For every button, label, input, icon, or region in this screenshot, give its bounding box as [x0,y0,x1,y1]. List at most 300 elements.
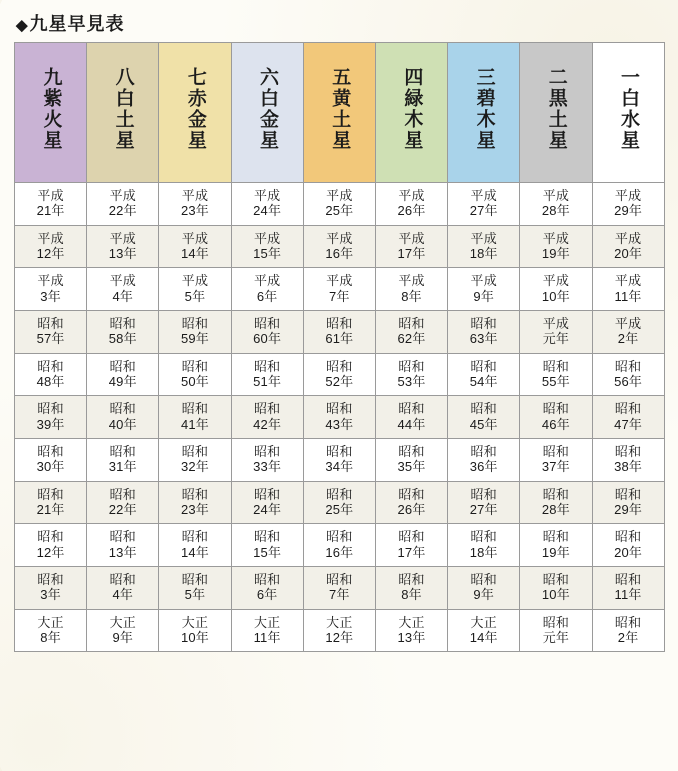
year-label: 52年 [325,373,354,389]
era-label: 昭和 [326,443,353,459]
star-header-label: 九紫火星 [40,67,62,152]
era-label: 平成 [253,230,281,246]
era-label: 平成 [542,230,570,246]
year-label: 12年 [36,544,65,560]
year-cell [303,609,375,652]
era-label: 昭和 [109,401,136,417]
year-cell [592,566,664,609]
year-cell [87,183,159,226]
era-label: 昭和 [614,529,642,545]
era-label: 昭和 [109,443,136,459]
era-label: 昭和 [542,614,570,630]
era-label: 昭和 [326,315,353,331]
year-label: 元年 [542,331,570,347]
era-label: 昭和 [542,358,570,374]
era-label: 昭和 [614,614,642,630]
year-cell [87,225,159,268]
table-row [15,268,665,311]
era-label: 平成 [37,273,64,289]
year-cell [15,310,87,353]
era-label: 昭和 [398,443,425,459]
year-label: 27年 [469,203,498,219]
year-label: 17年 [397,245,426,261]
year-label: 60年 [253,331,282,347]
star-header-label: 五黄土星 [329,67,351,152]
year-cell [159,310,231,353]
year-label: 48年 [36,373,65,389]
year-label: 6年 [256,587,278,603]
year-label: 12年 [36,245,65,261]
year-cell [303,268,375,311]
table-row [15,566,665,609]
era-label: 昭和 [470,401,497,417]
year-cell [303,183,375,226]
year-cell [231,566,303,609]
era-label: 昭和 [398,315,425,331]
table-row [15,353,665,396]
era-label: 平成 [470,273,497,289]
year-cell [303,524,375,567]
table-row [15,396,665,439]
year-cell [520,310,592,353]
year-cell [159,438,231,481]
year-label: 30年 [36,459,65,475]
year-cell [520,438,592,481]
year-cell [592,396,664,439]
year-cell [448,438,520,481]
year-label: 63年 [469,331,498,347]
star-header-cell [303,43,375,183]
year-label: 44年 [397,416,426,432]
year-cell [159,225,231,268]
year-cell [520,183,592,226]
year-cell [159,396,231,439]
year-label: 28年 [541,501,570,517]
year-cell [15,438,87,481]
year-cell [592,524,664,567]
year-label: 25年 [325,203,354,219]
era-label: 平成 [542,188,570,203]
era-label: 昭和 [614,443,642,459]
star-header-cell [87,43,159,183]
year-label: 18年 [469,544,498,560]
year-cell [15,396,87,439]
year-cell [375,609,447,652]
year-label: 36年 [469,459,498,475]
star-header-cell [592,43,664,183]
year-cell [520,353,592,396]
year-cell [159,481,231,524]
year-label: 58年 [108,331,137,347]
year-label: 19年 [541,544,570,560]
year-cell [231,268,303,311]
era-label: 昭和 [37,443,64,459]
year-cell [231,481,303,524]
era-label: 昭和 [398,486,425,502]
era-label: 昭和 [542,571,570,587]
era-label: 平成 [614,273,642,289]
diamond-marker-icon: ◆ [16,17,29,34]
year-cell [520,481,592,524]
year-label: 35年 [397,459,426,475]
year-label: 12年 [325,629,354,645]
star-header-cell [375,43,447,183]
year-label: 41年 [180,416,209,432]
era-label: 昭和 [470,443,497,459]
era-label: 平成 [542,315,570,331]
year-cell [520,396,592,439]
year-label: 14年 [180,544,209,560]
year-label: 19年 [541,245,570,261]
year-cell [15,566,87,609]
year-label: 3年 [40,288,61,304]
year-cell [15,183,87,226]
era-label: 昭和 [398,571,425,587]
year-cell [520,609,592,652]
year-label: 13年 [108,544,137,560]
year-label: 24年 [253,501,282,517]
era-label: 昭和 [614,571,642,587]
year-cell [448,225,520,268]
year-label: 9年 [112,629,134,645]
era-label: 大正 [326,614,353,630]
year-label: 7年 [329,288,350,304]
year-label: 13年 [108,245,137,261]
era-label: 昭和 [37,486,64,502]
year-label: 17年 [397,544,426,560]
year-cell [592,310,664,353]
year-label: 14年 [180,245,209,261]
year-cell [375,183,447,226]
year-cell [15,609,87,652]
era-label: 昭和 [398,529,425,545]
era-label: 昭和 [37,571,64,587]
year-cell [87,268,159,311]
era-label: 昭和 [326,529,353,545]
year-cell [448,566,520,609]
year-cell [375,225,447,268]
era-label: 大正 [181,614,209,630]
year-label: 39年 [36,416,65,432]
year-cell [159,609,231,652]
year-cell [303,310,375,353]
year-cell [448,353,520,396]
year-label: 10年 [541,587,570,603]
year-label: 32年 [180,459,209,475]
table-row [15,438,665,481]
era-label: 平成 [326,188,353,203]
star-header-cell [15,43,87,183]
era-label: 平成 [181,188,209,203]
era-label: 昭和 [37,529,64,545]
year-label: 22年 [108,203,137,219]
year-label: 47年 [614,416,643,432]
era-label: 平成 [109,230,136,246]
year-cell [592,183,664,226]
year-label: 59年 [180,331,209,347]
year-cell [375,396,447,439]
year-label: 23年 [180,203,209,219]
year-label: 14年 [469,629,498,645]
star-header-label: 三碧木星 [473,67,495,152]
year-label: 51年 [253,373,282,389]
year-label: 9年 [473,587,495,603]
era-label: 平成 [109,188,136,203]
era-label: 昭和 [109,571,136,587]
year-cell [231,183,303,226]
era-label: 昭和 [181,315,209,331]
year-cell [448,609,520,652]
year-label: 62年 [397,331,426,347]
era-label: 昭和 [470,315,497,331]
year-label: 22年 [108,501,137,517]
year-label: 45年 [469,416,498,432]
year-cell [520,268,592,311]
year-cell [448,524,520,567]
year-cell [87,310,159,353]
year-cell [87,396,159,439]
era-label: 昭和 [253,571,281,587]
year-label: 38年 [614,459,643,475]
year-label: 26年 [397,203,426,219]
year-cell [303,396,375,439]
year-cell [87,481,159,524]
year-cell [303,566,375,609]
year-cell [375,310,447,353]
year-cell [15,481,87,524]
era-label: 平成 [109,273,136,289]
year-label: 4年 [112,587,134,603]
era-label: 大正 [470,614,497,630]
era-label: 昭和 [181,401,209,417]
year-cell [231,524,303,567]
era-label: 大正 [253,614,281,630]
table-row [15,183,665,226]
year-cell [375,566,447,609]
year-cell [159,524,231,567]
era-label: 昭和 [181,443,209,459]
era-label: 平成 [470,188,497,203]
era-label: 平成 [253,273,281,289]
year-cell [231,609,303,652]
year-label: 11年 [614,288,642,304]
year-label: 23年 [180,501,209,517]
year-label: 8年 [401,587,422,603]
era-label: 昭和 [109,315,136,331]
era-label: 昭和 [37,401,64,417]
year-label: 43年 [325,416,354,432]
era-label: 昭和 [253,358,281,374]
year-label: 4年 [112,288,134,304]
year-label: 40年 [108,416,137,432]
era-label: 昭和 [37,315,64,331]
year-cell [231,396,303,439]
year-label: 46年 [541,416,570,432]
year-label: 20年 [614,544,643,560]
year-label: 8年 [40,629,61,645]
era-label: 昭和 [326,486,353,502]
year-label: 13年 [397,629,426,645]
table-row [15,481,665,524]
era-label: 昭和 [398,358,425,374]
era-label: 昭和 [326,401,353,417]
year-cell [159,353,231,396]
year-label: 33年 [253,459,282,475]
year-label: 29年 [614,501,643,517]
year-label: 31年 [108,459,137,475]
era-label: 昭和 [181,486,209,502]
year-label: 2年 [617,629,639,645]
year-cell [448,183,520,226]
year-label: 27年 [469,501,498,517]
year-label: 3年 [40,587,61,603]
star-header-label: 四緑木星 [401,67,423,152]
year-cell [520,524,592,567]
era-label: 昭和 [470,486,497,502]
table-row [15,310,665,353]
year-label: 56年 [614,373,643,389]
year-cell [303,225,375,268]
era-label: 昭和 [614,401,642,417]
year-label: 9年 [473,288,495,304]
star-header-label: 八白土星 [112,67,134,152]
year-label: 26年 [397,501,426,517]
era-label: 平成 [253,188,281,203]
era-label: 平成 [614,315,642,331]
era-label: 昭和 [109,529,136,545]
year-label: 16年 [325,245,354,261]
year-label: 15年 [253,245,282,261]
era-label: 昭和 [542,486,570,502]
year-label: 37年 [541,459,570,475]
year-label: 61年 [325,331,354,347]
year-label: 57年 [36,331,65,347]
year-cell [375,481,447,524]
year-label: 25年 [325,501,354,517]
era-label: 昭和 [326,571,353,587]
year-label: 6年 [256,288,278,304]
table-row [15,524,665,567]
year-cell [592,609,664,652]
year-cell [448,310,520,353]
star-header-label: 二黒土星 [545,67,567,152]
year-cell [592,268,664,311]
year-label: 21年 [36,501,65,517]
era-label: 平成 [37,188,64,203]
year-cell [375,353,447,396]
year-cell [448,268,520,311]
year-cell [592,353,664,396]
era-label: 大正 [37,614,64,630]
era-label: 昭和 [181,529,209,545]
year-label: 20年 [614,245,643,261]
year-label: 49年 [108,373,137,389]
era-label: 昭和 [253,529,281,545]
year-cell [231,225,303,268]
star-header-label: 一白水星 [617,67,639,152]
year-label: 28年 [541,203,570,219]
year-cell [15,268,87,311]
era-label: 平成 [398,230,425,246]
year-cell [159,566,231,609]
star-header-label: 六白金星 [257,67,279,152]
year-cell [87,524,159,567]
year-cell [303,438,375,481]
year-cell [15,353,87,396]
year-cell [231,310,303,353]
year-label: 5年 [184,587,206,603]
star-header-cell [159,43,231,183]
year-cell [87,353,159,396]
year-cell [592,438,664,481]
year-label: 34年 [325,459,354,475]
year-label: 10年 [541,288,570,304]
year-label: 10年 [180,629,209,645]
year-cell [592,225,664,268]
era-label: 平成 [181,273,209,289]
era-label: 昭和 [253,486,281,502]
era-label: 昭和 [470,529,497,545]
era-label: 昭和 [470,358,497,374]
year-label: 元年 [542,629,570,645]
year-cell [520,566,592,609]
era-label: 昭和 [398,401,425,417]
year-label: 15年 [253,544,282,560]
era-label: 昭和 [181,571,209,587]
table-header-row [15,43,665,183]
year-cell [303,353,375,396]
year-cell [15,524,87,567]
era-label: 昭和 [470,571,497,587]
year-cell [87,438,159,481]
year-cell [520,225,592,268]
year-cell [231,438,303,481]
table-row [15,225,665,268]
year-label: 50年 [180,373,209,389]
year-cell [159,183,231,226]
page-title [16,10,664,36]
era-label: 平成 [398,273,425,289]
star-header-cell [231,43,303,183]
era-label: 昭和 [542,529,570,545]
year-cell [303,481,375,524]
year-label: 16年 [325,544,354,560]
era-label: 昭和 [253,443,281,459]
era-label: 昭和 [542,443,570,459]
page-title-text: 九星早見表 [29,14,125,34]
star-header-cell [448,43,520,183]
year-label: 42年 [253,416,282,432]
era-label: 平成 [614,188,642,203]
era-label: 昭和 [253,315,281,331]
era-label: 平成 [326,273,353,289]
year-label: 7年 [329,587,350,603]
era-label: 大正 [109,614,136,630]
year-cell [375,438,447,481]
year-label: 18年 [469,245,498,261]
era-label: 平成 [470,230,497,246]
year-cell [375,268,447,311]
era-label: 昭和 [542,401,570,417]
year-label: 11年 [253,629,281,645]
era-label: 平成 [398,188,425,203]
era-label: 平成 [326,230,353,246]
year-label: 21年 [36,203,65,219]
year-label: 5年 [184,288,206,304]
year-cell [448,481,520,524]
year-cell [448,396,520,439]
year-label: 53年 [397,373,426,389]
